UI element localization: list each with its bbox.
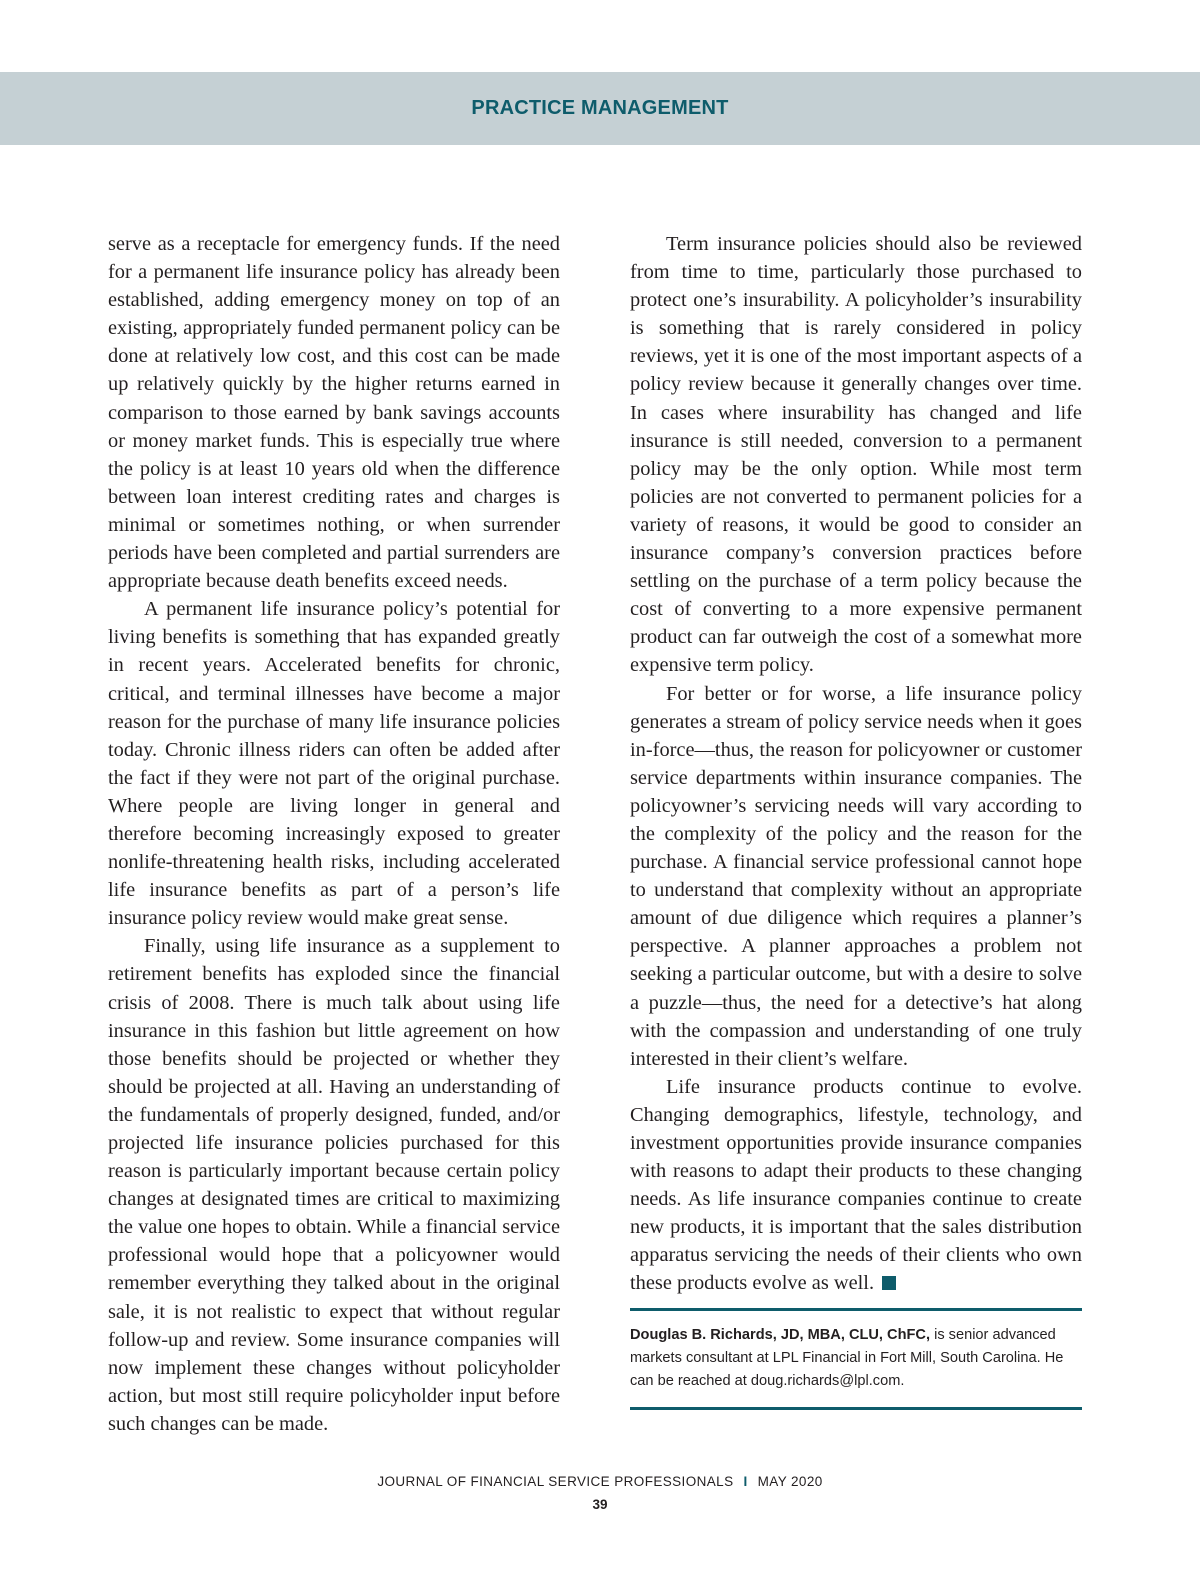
end-of-article-square-icon [882,1276,896,1290]
left-paragraph-3: Finally, using life insurance as a supplement to retirement benefits has exploded since the financial crisis of 2008. There is much talk about using life insurance in this fashion but little agreement on how those benefits should be projected or whether they should be projected at all. Having an understanding of the fundamentals of properly designed, funded, and/or projected life insurance policies purchased for this reason is particularly important because certain policy changes at designated times are critical to maximizing the value one hopes to obtain. While a financial service professional would hope that a policyowner would remember everything they talked about in the original sale, it is not realistic to expect that without regular follow-up and review. Some insurance companies will now implement these changes without policyholder action, but most still require policyholder input before such changes can be made. [108,935,560,1435]
left-column [108,230,560,1438]
right-column [630,230,1082,1410]
author-bio-box [630,1308,1082,1410]
issue-date: MAY 2020 [757,1474,823,1489]
right-paragraph-3 [630,1073,1082,1298]
footer-separator: I [743,1474,748,1489]
author-bio-text: is senior advanced markets consultant at LPL Financial in Fort Mill, South Carolina. He can be reached at doug.richards@lpl.com. [630,1326,1064,1389]
section-header-band [0,72,1200,145]
footer-line [0,1474,1200,1489]
author-name: Douglas B. Richards, JD, MBA, CLU, ChFC, [630,1326,931,1343]
journal-name: JOURNAL OF FINANCIAL SERVICE PROFESSIONALS [377,1474,734,1489]
right-paragraph-2: For better or for worse, a life insurance policy generates a stream of policy service needs when it goes in-force—thus, the reason for policyowner or customer service departments within insurance companies. The policyowner’s servicing needs will vary according to the complexity of the policy and the reason for the purchase. A financial service professional cannot hope to understand that complexity without an appropriate amount of due diligence which requires a planner’s perspective. A planner approaches a problem not seeking a particular outcome, but with a desire to solve a puzzle—thus, the need for a detective’s hat along with the compassion and understanding of one truly interested in their client’s welfare. [630,682,1082,1070]
left-paragraph-1: serve as a receptacle for emergency funds. If the need for a permanent life insurance policy has already been established, adding emergency money on top of an existing, appropriately funded permanent policy can be done at relatively low cost, and this cost can be made up relatively quickly by the higher returns earned in comparison to those earned by bank savings accounts or money market funds. This is especially true where the policy is at least 10 years old when the difference between loan interest crediting rates and charges is minimal or sometimes nothing, or when surrender periods have been completed and partial surrenders are appropriate because death benefits exceed needs. [108,233,560,593]
page-footer [0,1474,1200,1512]
right-paragraph-1: Term insurance policies should also be reviewed from time to time, particularly those purchased to protect one’s insurability. A policyholder’s insurability is something that is rarely considered in policy reviews, yet it is one of the most important aspects of a policy review because it generally changes over time. In cases where insurability has changed and life insurance is still needed, conversion to a permanent policy may be the only option. While most term policies are not converted to permanent policies for a variety of reasons, it would be good to consider an insurance company’s conversion practices before settling on the purchase of a term policy because the cost of converting to a more expensive permanent product can far outweigh the cost of a somewhat more expensive term policy. [630,233,1082,677]
right-paragraph-3-text: Life insurance products continue to evolve. Changing demographics, lifestyle, technology, and investment opportunities provide insurance companies with reasons to adapt their products to these changing needs. As life insurance companies continue to create new products, it is important that the sales distribution apparatus servicing the needs of their clients who own these products evolve as well. [630,1075,1082,1295]
page-number: 39 [592,1497,608,1512]
left-paragraph-2: A permanent life insurance policy’s potential for living benefits is something that has expanded greatly in recent years. Accelerated benefits for chronic, critical, and terminal illnesses have become a major reason for the purchase of many life insurance policies today. Chronic illness riders can often be added after the fact if they were not part of the original purchase. Where people are living longer in general and therefore becoming increasingly exposed to greater nonlife-threatening health risks, including accelerated life insurance benefits as part of a person’s life insurance policy review would make great sense. [108,598,560,930]
section-title: PRACTICE MANAGEMENT [471,97,729,119]
